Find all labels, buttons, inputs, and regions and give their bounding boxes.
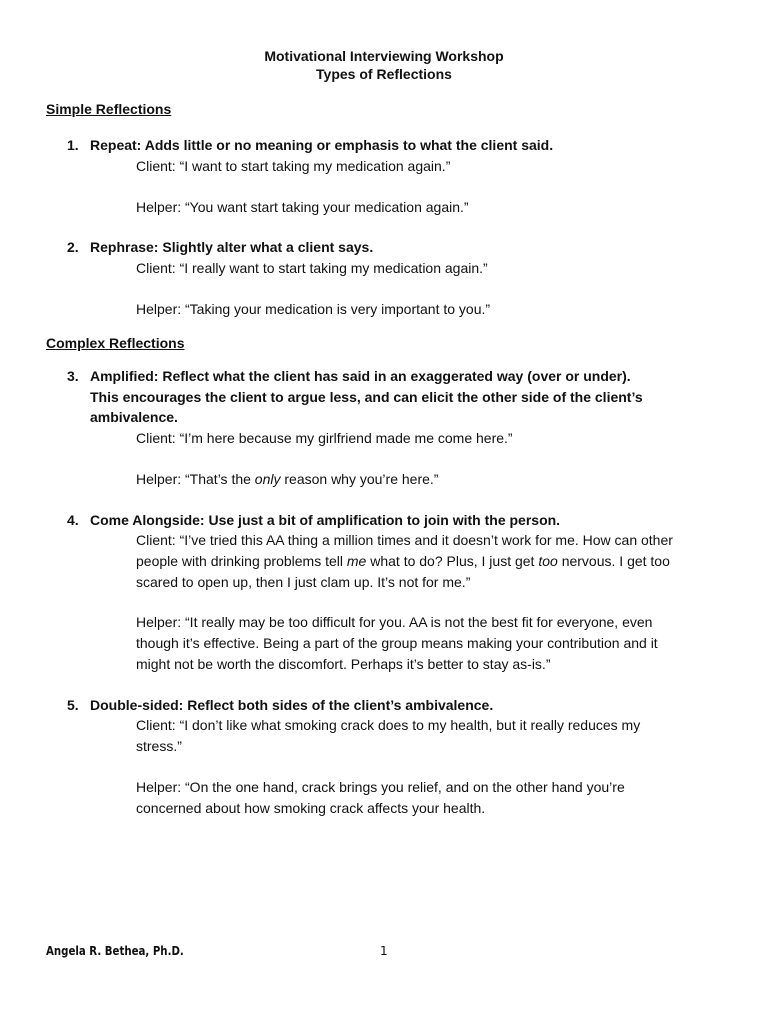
item-number: 1. — [67, 137, 79, 153]
client-text: people with drinking problems tell — [136, 553, 347, 569]
item-title-continued: ambivalence. — [90, 409, 178, 425]
helper-quote: Helper: “You want start taking your medication again.” — [136, 199, 469, 215]
client-quote: Client: “I’m here because my girlfriend made me come here.” — [136, 430, 513, 446]
helper-quote — [136, 471, 438, 487]
item-number: 2. — [67, 239, 79, 255]
item-title: Repeat: Adds little or no meaning or emphasis to what the client said. — [90, 137, 554, 153]
item-title: Come Alongside: Use just a bit of amplification to join with the person. — [90, 512, 561, 528]
helper-quote: Helper: “It really may be too difficult for you. AA is not the best fit for everyone, even — [136, 614, 653, 630]
item-heading-double-sided — [67, 697, 493, 713]
client-quote: Client: “I’ve tried this AA thing a million times and it doesn’t work for me. How can other — [136, 532, 673, 548]
item-heading-repeat — [67, 137, 553, 153]
client-text: nervous. I get too — [557, 553, 670, 569]
emphasis-text: only — [254, 471, 281, 487]
item-title: Amplified: Reflect what the client has said in an exaggerated way (over or under). — [90, 368, 631, 384]
client-quote: Client: “I don’t like what smoking crack does to my health, but it really reduces my — [136, 717, 641, 733]
item-title: Rephrase: Slightly alter what a client says. — [90, 239, 374, 255]
document-subtitle: Types of Reflections — [316, 66, 452, 82]
helper-quote: Helper: “Taking your medication is very important to you.” — [136, 301, 491, 317]
document-title: Motivational Interviewing Workshop — [264, 48, 504, 64]
helper-quote-continued: though it’s effective. Being a part of the group means making your contribution and it — [136, 635, 658, 651]
client-quote: Client: “I really want to start taking my medication again.” — [136, 260, 488, 276]
helper-quote-continued: concerned about how smoking crack affects your health. — [136, 800, 486, 816]
helper-quote: Helper: “On the one hand, crack brings you relief, and on the other hand you’re — [136, 779, 625, 795]
helper-text: Helper: “That’s the — [136, 471, 255, 487]
item-number: 4. — [67, 512, 79, 528]
client-quote-continued: stress.” — [136, 738, 182, 754]
footer-author: Angela R. Bethea, Ph.D. — [46, 944, 184, 958]
client-quote-continued — [136, 553, 670, 569]
emphasis-text: too — [538, 553, 558, 569]
item-heading-rephrase — [67, 239, 373, 255]
item-heading-come-alongside — [67, 512, 560, 528]
client-quote: Client: “I want to start taking my medication again.” — [136, 158, 451, 174]
helper-text: reason why you’re here.” — [280, 471, 439, 487]
item-number: 3. — [67, 368, 79, 384]
item-title: Double-sided: Reflect both sides of the client’s ambivalence. — [90, 697, 494, 713]
emphasis-text: me — [346, 553, 367, 569]
section-heading-simple: Simple Reflections — [46, 101, 172, 117]
client-text: what to do? Plus, I just get — [366, 553, 539, 569]
client-quote-continued: scared to open up, then I just clam up. It’s not for me.” — [136, 574, 471, 590]
page-number: 1 — [380, 944, 388, 958]
item-title-continued: This encourages the client to argue less, and can elicit the other side of the client’s — [90, 389, 643, 405]
item-number: 5. — [67, 697, 79, 713]
section-heading-complex: Complex Reflections — [46, 335, 185, 351]
helper-quote-continued: might not be worth the discomfort. Perhaps it’s better to stay as-is.” — [136, 656, 551, 672]
item-heading-amplified — [67, 368, 631, 384]
